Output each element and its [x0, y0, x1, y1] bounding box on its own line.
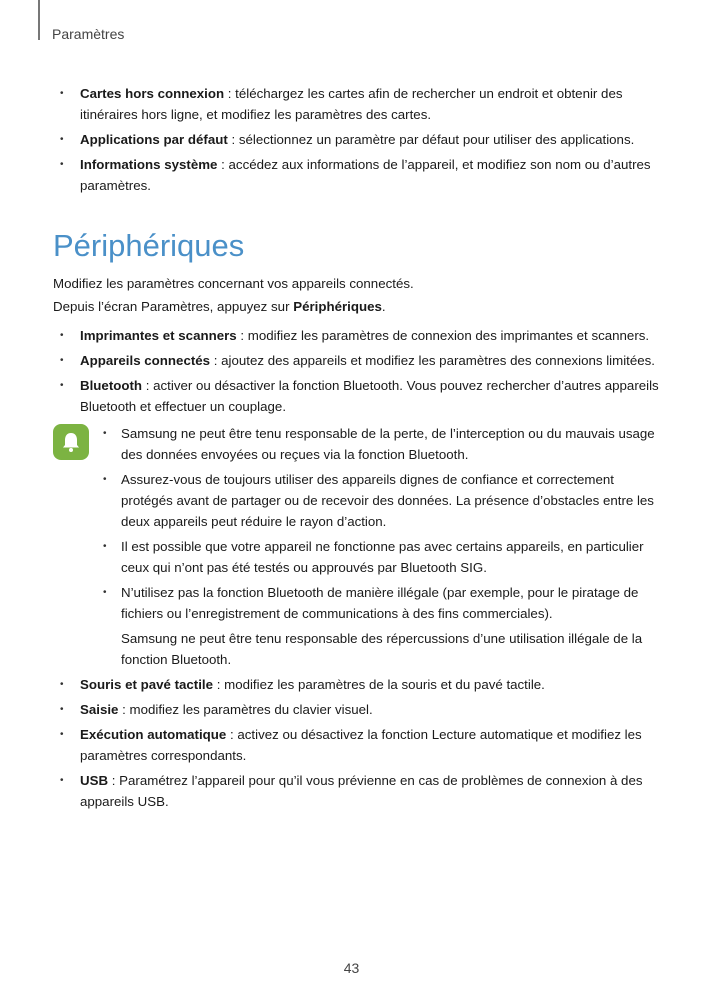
note-sub-text: Samsung ne peut être tenu responsable des répercussions d’une utilisation illégale de la fonction Bluetooth.	[121, 631, 643, 667]
item-text: : téléchargez les cartes afin de rechercher un endroit et obtenir des itinéraires hors ligne, et modifiez les paramètres des cartes.	[80, 86, 623, 122]
item-term: Souris et pavé tactile	[80, 677, 214, 692]
item-term: Informations système	[80, 157, 218, 172]
note-item: • Il est possible que votre appareil ne fonctionne pas avec certains appareils, en particulier ceux qui n’ont pas été testés ou approuvés par Bluetooth SIG.	[103, 536, 663, 578]
page-header-title: Paramètres	[52, 26, 125, 42]
item-text: : modifiez les paramètres de connexion des imprimantes et scanners.	[236, 328, 650, 343]
bell-icon-glyph	[60, 431, 82, 453]
note-item	[103, 582, 663, 670]
section-title: Périphériques	[53, 228, 245, 263]
item-term: Imprimantes et scanners	[80, 328, 237, 343]
list-item	[60, 350, 660, 371]
settings-list-mid	[60, 325, 660, 421]
page-number: 43	[343, 960, 360, 976]
instruction-prefix: Depuis l’écran Paramètres, appuyez sur	[53, 299, 294, 314]
list-item	[60, 699, 660, 720]
section-instruction	[53, 296, 673, 317]
item-text: : sélectionnez un paramètre par défaut pour utiliser des applications.	[227, 132, 635, 147]
note-list	[103, 423, 663, 674]
item-term: Appareils connectés	[80, 353, 211, 368]
note-item: • Assurez-vous de toujours utiliser des appareils dignes de confiance et correctement protégés avant de partager ou de recevoir des données. La présence d’obstacles entre les deux appareils peut réduire le rayon d’action.	[103, 469, 663, 532]
item-term: Bluetooth	[80, 378, 143, 393]
item-term: Applications par défaut	[80, 132, 228, 147]
settings-list-top	[60, 83, 660, 200]
list-item	[60, 83, 660, 125]
list-item	[60, 325, 660, 346]
list-item	[60, 674, 660, 695]
item-text: : activer ou désactiver la fonction Bluetooth. Vous pouvez rechercher d’autres appareils Bluetooth et effectuer un couplage.	[80, 378, 659, 414]
note-item: • Samsung ne peut être tenu responsable de la perte, de l’interception ou du mauvais usage des données envoyées ou reçues via la fonction Bluetooth.	[103, 423, 663, 465]
settings-list-bottom	[60, 674, 660, 816]
item-term: Exécution automatique	[80, 727, 227, 742]
list-item	[60, 129, 660, 150]
list-item	[60, 154, 660, 196]
instruction-suffix: .	[381, 299, 386, 314]
header-rule	[38, 0, 40, 40]
item-text: : accédez aux informations de l’appareil, et modifiez son nom ou d’autres paramètres.	[80, 157, 651, 193]
item-text: : Paramétrez l’appareil pour qu’il vous prévienne en cas de problèmes de connexion à des appareils USB.	[80, 773, 643, 809]
instruction-bold: Périphériques	[293, 299, 382, 314]
note-item-text: N’utilisez pas la fonction Bluetooth de manière illégale (par exemple, pour le piratage de fichiers ou l’enregistrement de communications à des fins commerciales).	[121, 585, 639, 621]
list-item	[60, 375, 660, 417]
section-intro: Modifiez les paramètres concernant vos appareils connectés.	[53, 276, 414, 291]
item-text: : ajoutez des appareils et modifiez les paramètres des connexions limitées.	[210, 353, 655, 368]
item-term: Saisie	[80, 702, 119, 717]
item-text: : modifiez les paramètres de la souris et du pavé tactile.	[213, 677, 545, 692]
item-term: USB	[80, 773, 109, 788]
list-item	[60, 770, 660, 812]
item-text: : modifiez les paramètres du clavier visuel.	[118, 702, 373, 717]
item-text: : activez ou désactivez la fonction Lecture automatique et modifiez les paramètres correspondants.	[80, 727, 642, 763]
list-item	[60, 724, 660, 766]
item-term: Cartes hors connexion	[80, 86, 225, 101]
bell-icon	[53, 424, 89, 460]
